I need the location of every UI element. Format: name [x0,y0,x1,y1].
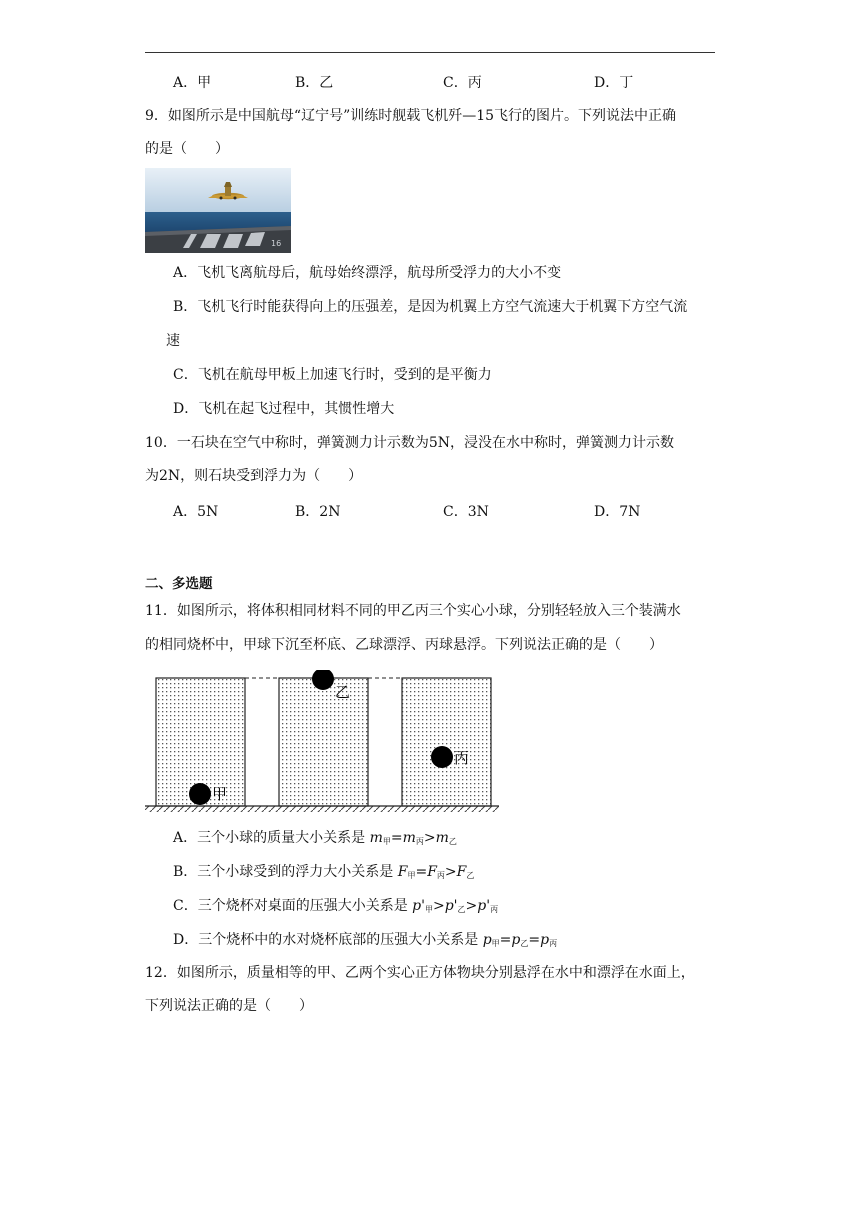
q8-option-b[interactable]: B．乙 [295,75,334,91]
var: m [435,830,449,846]
option-text: B．三个小球受到的浮力大小关系是 [173,864,398,880]
operator: = [528,932,541,948]
q9-stem-line2: 的是（ ） [145,141,229,157]
subscript: 甲 [407,871,416,880]
subscript: 乙 [448,837,457,846]
beaker-bing [402,678,491,806]
section-title-multiple-choice: 二、多选题 [145,576,213,592]
q9-option-b[interactable]: B．飞机飞行时能获得向上的压强差，是因为机翼上方空气流速大于机翼下方空气流 [173,299,688,315]
q10-stem-line2: 为2N，则石块受到浮力为（ ） [145,468,363,484]
var: p [511,932,521,948]
var: p' [444,898,458,914]
q11-option-c[interactable] [173,896,498,920]
operator: = [390,830,403,846]
ball-label-jia: 甲 [212,785,228,803]
var: F [427,864,437,880]
var: F [397,864,408,880]
subscript: 甲 [382,837,391,846]
q9-stem-line1: 9．如图所示是中国航母“辽宁号”训练时舰载飞机歼—15飞行的图片。下列说法中正确 [145,108,677,124]
var: p [482,932,492,948]
subscript: 丙 [436,871,445,880]
q9-aircraft-carrier-photo [145,168,291,253]
subscript: 丙 [415,837,424,846]
option-text: C．三个烧杯对桌面的压强大小关系是 [173,898,413,914]
q11-option-a[interactable] [173,828,457,852]
q10-option-d[interactable]: D．7N [594,504,641,520]
subscript: 丙 [549,939,558,948]
subscript: 乙 [466,871,475,880]
subscript: 乙 [457,905,466,914]
q12-stem-line1: 12．如图所示，质量相等的甲、乙两个实心正方体物块分别悬浮在水中和漂浮在水面上， [145,965,695,981]
subscript: 乙 [520,939,529,948]
var: m [369,830,383,846]
table-surface [145,806,499,812]
q12-stem-line2: 下列说法正确的是（ ） [145,998,313,1014]
q11-beakers-diagram [145,670,505,815]
subscript: 甲 [491,939,500,948]
q8-option-c[interactable]: C．丙 [443,75,482,91]
option-text: A．三个小球的质量大小关系是 [173,830,370,846]
top-rule [145,52,715,53]
subscript: 丙 [490,905,499,914]
ball-bing [431,746,453,768]
q8-options [173,72,693,92]
ball-jia [189,783,211,805]
q8-option-a[interactable]: A．甲 [173,75,212,91]
q10-options [173,501,693,521]
var: p' [412,898,425,914]
beaker-yi [279,678,368,806]
q10-option-a[interactable]: A．5N [173,504,219,520]
q9-option-c[interactable]: C．飞机在航母甲板上加速飞行时，受到的是平衡力 [173,367,492,383]
q10-option-c[interactable]: C．3N [443,504,489,520]
q11-stem-line2: 的相同烧杯中，甲球下沉至杯底、乙球漂浮、丙球悬浮。下列说法正确的是（ ） [145,637,663,653]
var: p [540,932,550,948]
var: F [456,864,467,880]
option-text: D．三个烧杯中的水对烧杯底部的压强大小关系是 [173,932,483,948]
ball-label-yi: 乙 [335,683,351,701]
operator: > [432,898,445,914]
var: m [402,830,416,846]
var: p' [477,898,491,914]
q11-option-d[interactable] [173,930,557,954]
q10-option-b[interactable]: B．2N [295,504,341,520]
operator: > [423,830,436,846]
subscript: 甲 [424,905,433,914]
q9-option-b-continued: 速 [166,333,180,349]
operator: = [499,932,512,948]
operator: > [444,864,457,880]
operator: = [415,864,428,880]
ball-label-bing: 丙 [454,749,470,767]
operator: > [465,898,478,914]
q10-stem-line1: 10．一石块在空气中称时，弹簧测力计示数为5N，浸没在水中称时，弹簧测力计示数 [145,435,674,451]
q8-option-d[interactable]: D．丁 [594,75,634,91]
q9-deck-marking: 16 [271,239,282,248]
q9-option-d[interactable]: D．飞机在起飞过程中，其惯性增大 [173,401,395,417]
q11-option-b[interactable] [173,862,474,886]
q9-option-a[interactable]: A．飞机飞离航母后，航母始终漂浮，航母所受浮力的大小不变 [173,265,562,281]
q11-stem-line1: 11．如图所示，将体积相同材料不同的甲乙丙三个实心小球，分别轻轻放入三个装满水 [145,603,681,619]
